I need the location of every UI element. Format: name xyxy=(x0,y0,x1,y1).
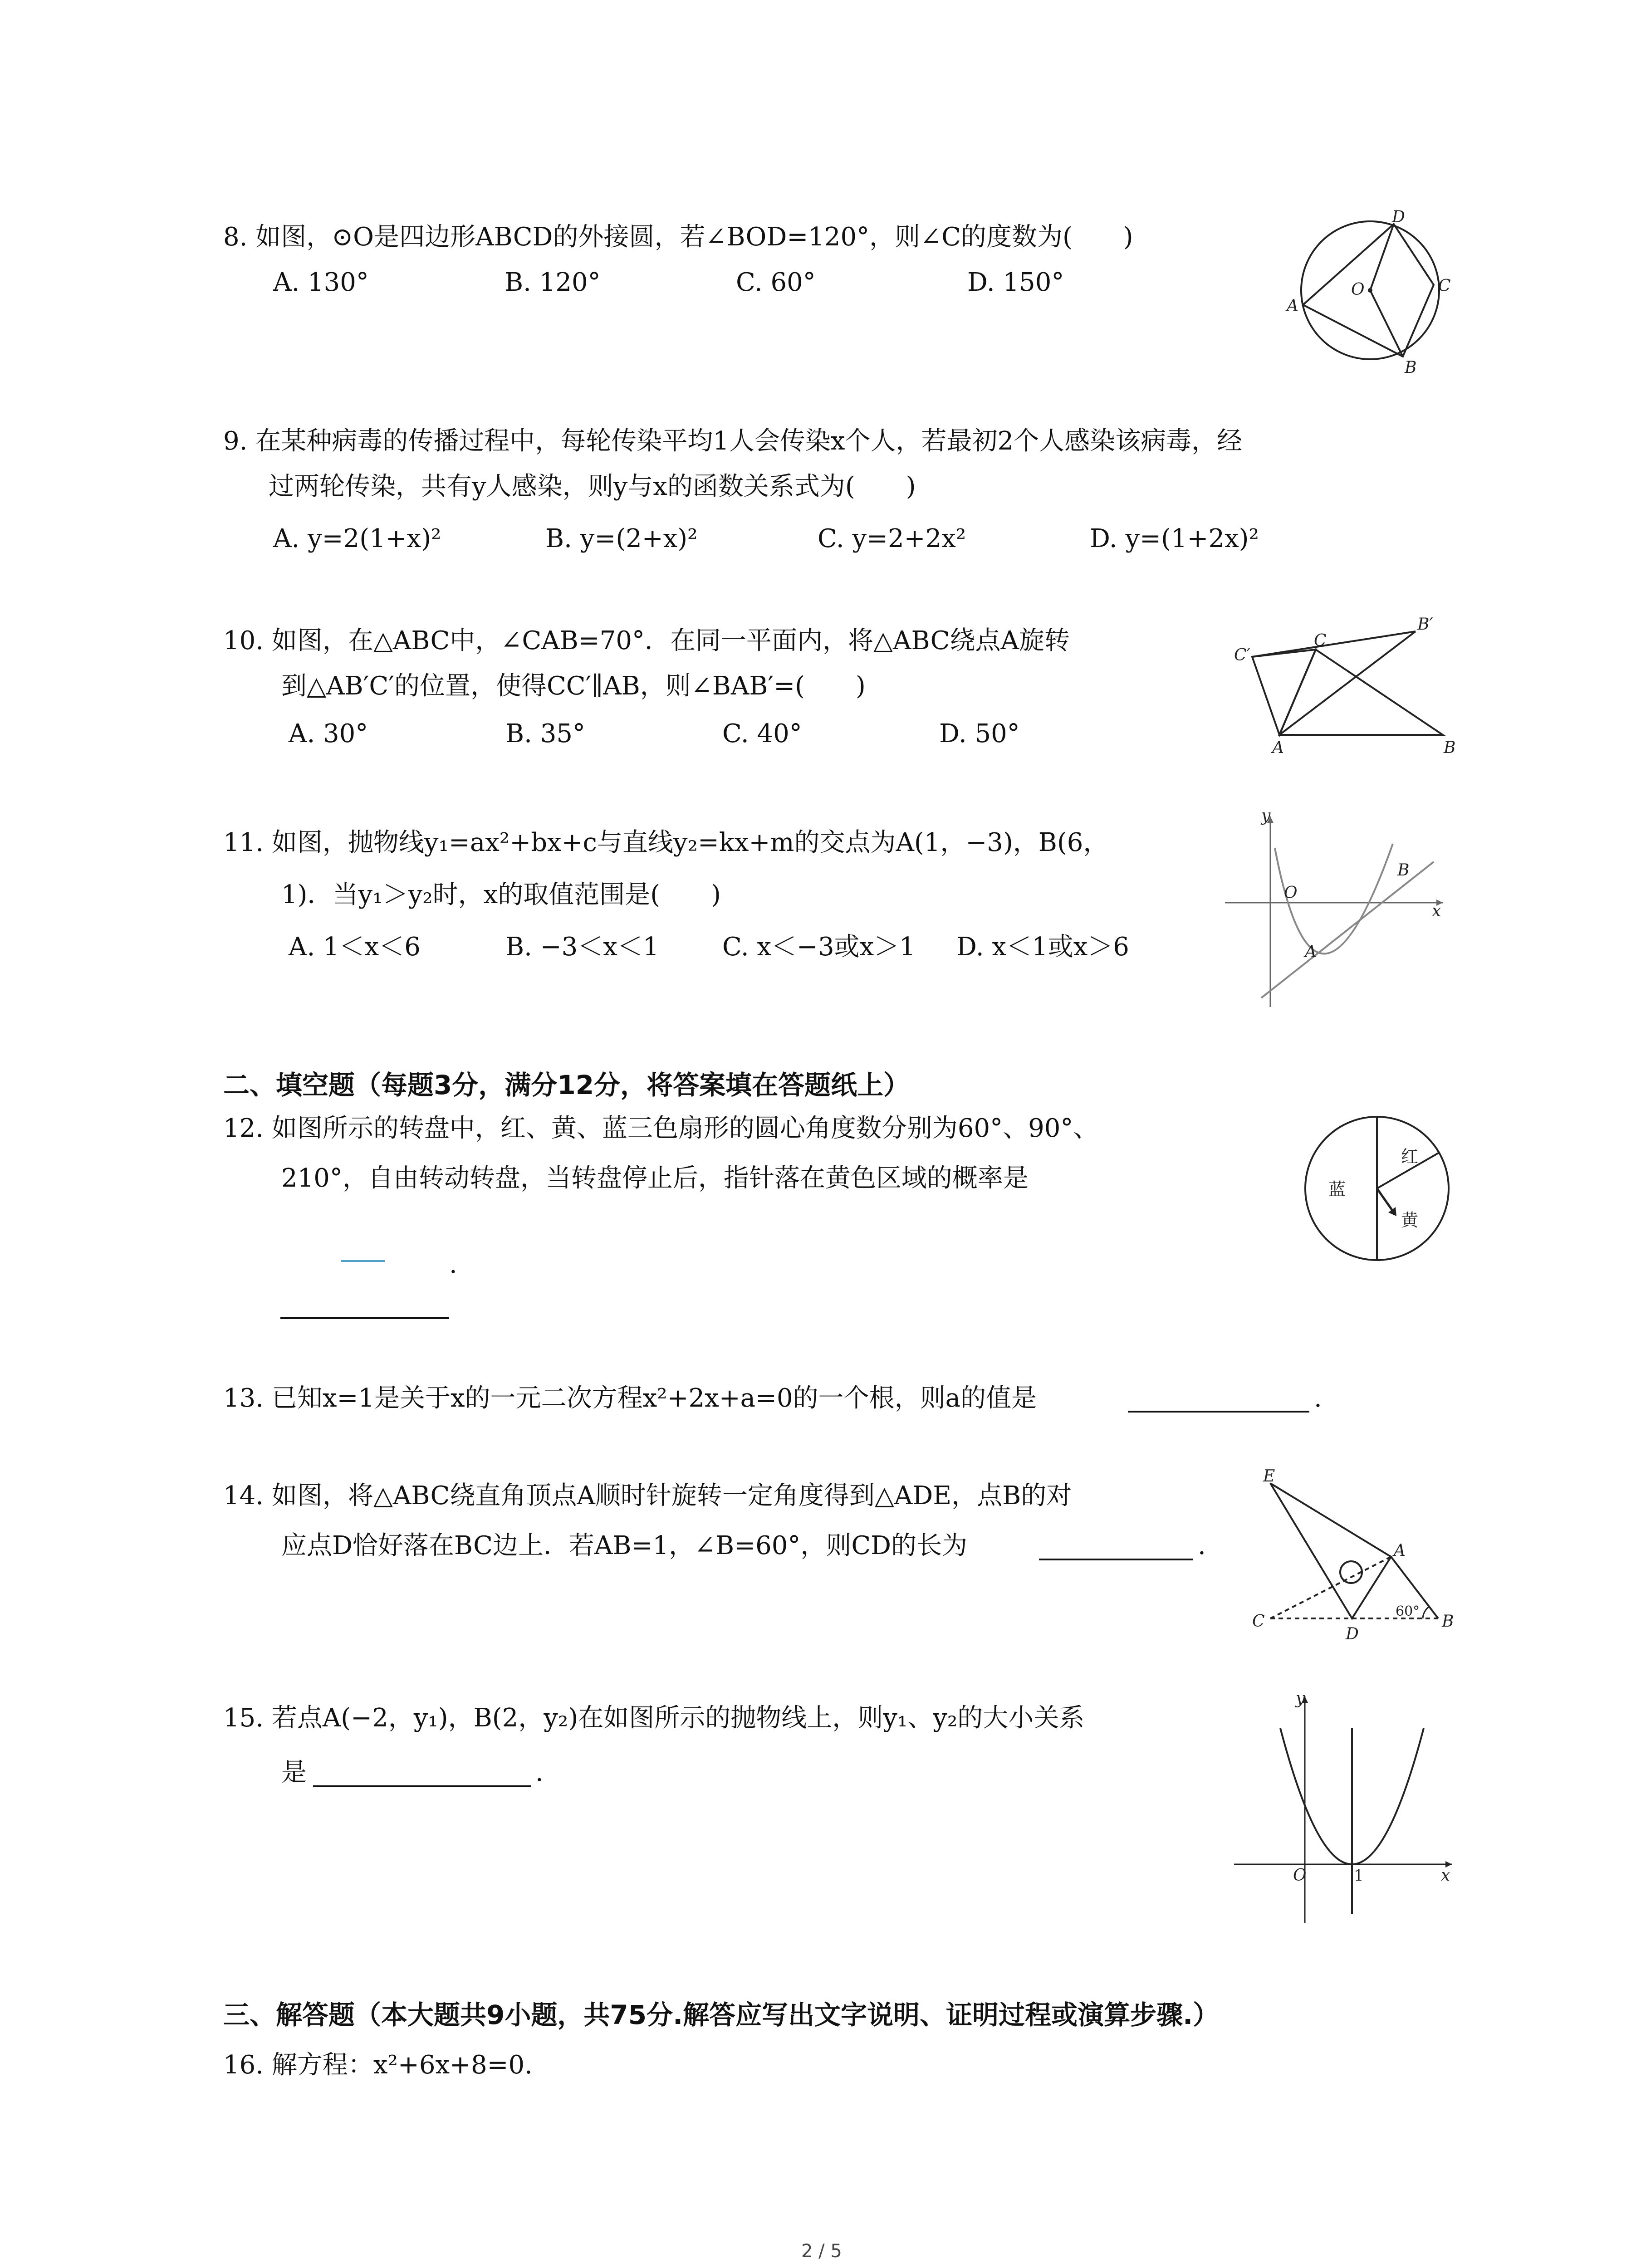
q9-option-d: D. y=(1+2x)² xyxy=(1090,524,1259,553)
q8-stem: 8. 如图，⊙O是四边形ABCD的外接圆，若∠BOD=120°，则∠C的度数为( ) xyxy=(223,222,1133,252)
q15-period: . xyxy=(535,1758,544,1787)
q11-option-d: D. x＜1或x＞6 xyxy=(956,932,1129,962)
q15-label-o: O xyxy=(1293,1866,1307,1885)
q16-stem: 16. 解方程：x²+6x+8=0. xyxy=(223,2050,533,2080)
q10-option-c: C. 40° xyxy=(722,719,802,748)
q10-stem-line1: 10. 如图，在△ABC中，∠CAB=70°．在同一平面内，将△ABC绕点A旋转 xyxy=(223,626,1070,655)
q11-label-b: B xyxy=(1397,861,1410,880)
q15-stem-line1: 15. 若点A(−2，y₁)，B(2，y₂)在如图所示的抛物线上，则y₁、y₂的大小关系 xyxy=(223,1703,1085,1733)
q8-option-a: A. 130° xyxy=(273,268,369,297)
q13-period: . xyxy=(1314,1383,1322,1413)
q15-label-y: y xyxy=(1296,1689,1305,1708)
q11-stem-line1: 11. 如图，抛物线y₁=ax²+bx+c与直线y₂=kx+m的交点为A(1，−3)，B(6， xyxy=(223,828,1109,857)
q14-label-a: A xyxy=(1394,1541,1406,1560)
q10-label-c: C xyxy=(1314,631,1327,650)
q12-stem-line2: 210°，自由转动转盘，当转盘停止后，指针落在黄色区域的概率是 xyxy=(281,1163,1029,1193)
q11-label-y: y xyxy=(1261,807,1271,825)
q10-label-c-prime: C′ xyxy=(1234,646,1250,665)
q15-label-x: x xyxy=(1441,1866,1450,1885)
q12-label-blue: 蓝 xyxy=(1328,1179,1346,1199)
q14-answer-blank[interactable] xyxy=(1039,1559,1193,1560)
q12-answer-blank[interactable] xyxy=(280,1317,449,1319)
q14-label-b: B xyxy=(1442,1612,1454,1631)
q8-option-d: D. 150° xyxy=(967,268,1064,297)
q11-graph-figure xyxy=(1216,807,1452,1016)
q10-option-b: B. 35° xyxy=(505,719,586,748)
q11-stem-line2: 1)．当y₁＞y₂时，x的取值范围是( ) xyxy=(281,880,721,909)
q11-option-c: C. x＜−3或x＞1 xyxy=(722,932,916,962)
q15-answer-blank[interactable] xyxy=(313,1785,531,1787)
q13-stem: 13. 已知x=1是关于x的一元二次方程x²+2x+a=0的一个根，则a的值是 xyxy=(223,1383,1037,1413)
q11-option-b: B. −3＜x＜1 xyxy=(505,932,659,962)
q10-option-a: A. 30° xyxy=(289,719,368,748)
q8-label-b: B xyxy=(1405,358,1417,376)
q15-label-one: 1 xyxy=(1354,1867,1364,1885)
q10-label-b-prime: B′ xyxy=(1417,617,1433,634)
q14-label-d: D xyxy=(1346,1625,1359,1643)
q8-option-b: B. 120° xyxy=(505,268,601,297)
q10-label-a: A xyxy=(1272,738,1284,757)
q8-label-a: A xyxy=(1287,297,1298,315)
page-number: 2 / 5 xyxy=(801,2241,842,2262)
section-2-heading: 二、填空题（每题3分，满分12分，将答案填在答题纸上） xyxy=(223,1070,910,1100)
q12-fraction-bar xyxy=(341,1260,385,1262)
q8-circle-figure xyxy=(1284,204,1456,376)
q9-option-c: C. y=2+2x² xyxy=(818,524,966,553)
q14-label-e: E xyxy=(1263,1467,1275,1486)
q12-label-red: 红 xyxy=(1401,1147,1419,1167)
section-3-heading: 三、解答题（本大题共9小题，共75分.解答应写出文字说明、证明过程或演算步骤.） xyxy=(223,1999,1220,2030)
q8-option-c: C. 60° xyxy=(736,268,816,297)
q12-label-yellow: 黄 xyxy=(1401,1210,1419,1230)
q13-answer-blank[interactable] xyxy=(1128,1411,1309,1413)
q9-option-b: B. y=(2+x)² xyxy=(545,524,698,553)
q14-stem-line2: 应点D恰好落在BC边上．若AB=1，∠B=60°，则CD的长为 xyxy=(281,1531,968,1560)
q14-label-c: C xyxy=(1252,1612,1265,1631)
q9-stem-line2: 过两轮传染，共有y人感染，则y与x的函数关系式为( ) xyxy=(269,472,916,501)
q10-label-b: B xyxy=(1444,738,1456,757)
q14-period: . xyxy=(1198,1531,1206,1560)
q10-stem-line2: 到△AB′C′的位置，使得CC′∥AB，则∠BAB′=( ) xyxy=(281,671,866,701)
q11-label-x: x xyxy=(1432,902,1441,920)
q11-label-a: A xyxy=(1305,943,1317,961)
q8-label-c: C xyxy=(1438,277,1451,295)
q12-spinner-figure xyxy=(1302,1114,1452,1263)
q12-stem-line1: 12. 如图所示的转盘中，红、黄、蓝三色扇形的圆心角度数分别为60°、90°、 xyxy=(223,1114,1099,1143)
q10-option-d: D. 50° xyxy=(939,719,1020,748)
q14-label-angle: 60° xyxy=(1396,1603,1420,1619)
q14-triangle-figure xyxy=(1243,1465,1456,1651)
q11-option-a: A. 1＜x＜6 xyxy=(289,932,421,962)
q9-option-a: A. y=2(1+x)² xyxy=(273,524,441,553)
q12-period: . xyxy=(449,1250,457,1279)
q11-label-o: O xyxy=(1284,884,1298,902)
q10-rotation-figure xyxy=(1234,617,1461,762)
q15-stem-line2: 是 xyxy=(281,1758,307,1787)
q8-label-d: D xyxy=(1392,208,1405,226)
q14-stem-line1: 14. 如图，将△ABC绕直角顶点A顺时针旋转一定角度得到△ADE，点B的对 xyxy=(223,1481,1072,1510)
q15-parabola-figure xyxy=(1225,1687,1461,1932)
q8-label-o: O xyxy=(1351,280,1365,299)
q9-stem-line1: 9. 在某种病毒的传播过程中，每轮传染平均1人会传染x个人，若最初2个人感染该病毒，经 xyxy=(223,426,1243,456)
